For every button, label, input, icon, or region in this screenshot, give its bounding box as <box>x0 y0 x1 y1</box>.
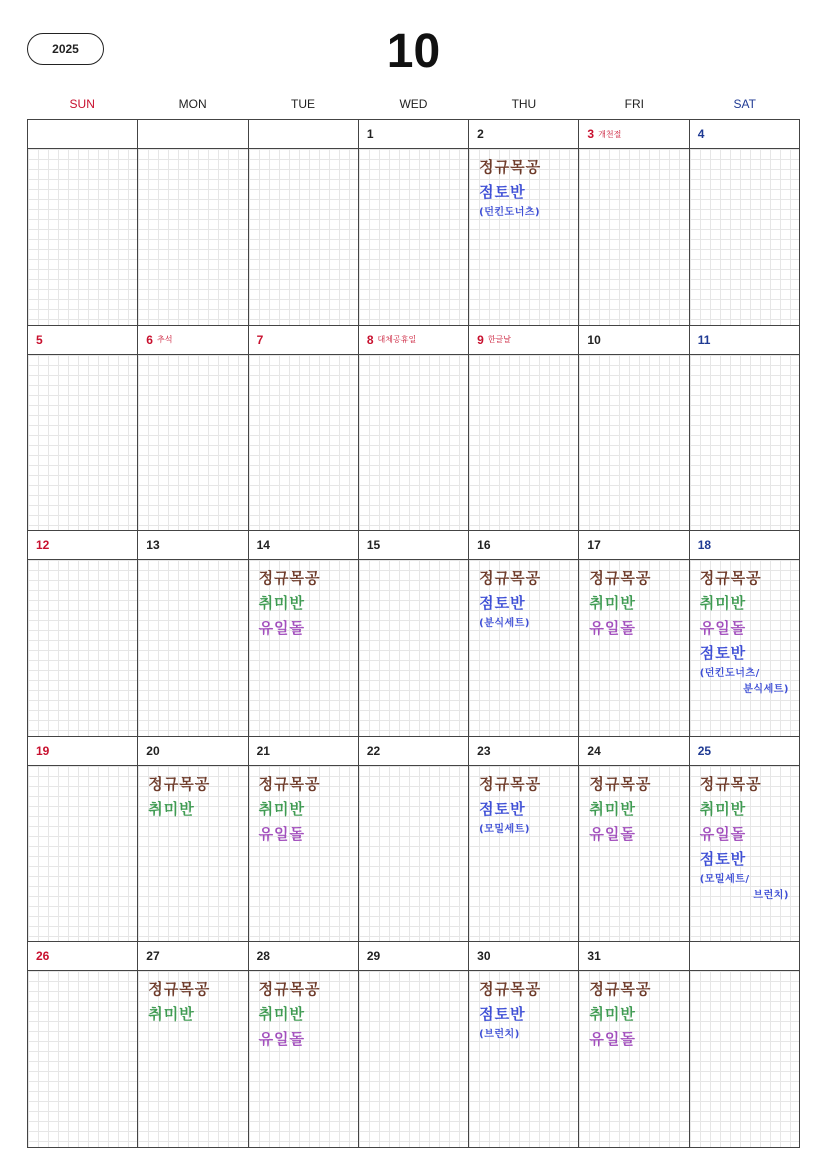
day-notes-area <box>469 149 578 325</box>
event-entry: (모밀세트) <box>479 823 530 835</box>
day-number: 6 <box>146 332 153 347</box>
day-header <box>469 737 578 766</box>
day-notes-area <box>249 766 358 942</box>
day-notes-area <box>579 560 688 736</box>
event-entry: 점토반 <box>479 594 526 613</box>
day-cell-14[interactable] <box>249 531 359 737</box>
day-header <box>469 326 578 355</box>
day-cell-23[interactable] <box>469 737 579 943</box>
day-cell-18[interactable] <box>690 531 800 737</box>
event-entry: 유일돌 <box>589 1030 636 1049</box>
day-header <box>28 120 137 149</box>
holiday-label: 한글날 <box>487 335 512 345</box>
holiday-label: 대체공휴일 <box>377 335 417 345</box>
day-notes-area <box>249 971 358 1147</box>
day-header <box>469 942 578 971</box>
day-notes-area <box>469 766 578 942</box>
day-cell-17[interactable] <box>579 531 689 737</box>
event-entry: (모밀세트/ <box>699 873 750 885</box>
event-entry: 점토반 <box>479 183 526 201</box>
event-entry: 정규목공 <box>479 158 542 176</box>
event-entry: 취미반 <box>258 799 306 818</box>
event-entry: 정규목공 <box>699 569 762 588</box>
event-entry: 취미반 <box>699 594 747 613</box>
day-number: 11 <box>697 332 711 347</box>
day-notes-area <box>690 149 799 325</box>
month-title: 10 <box>386 25 441 78</box>
event-entry: 정규목공 <box>258 569 321 588</box>
day-cell-11[interactable] <box>690 326 800 532</box>
day-cell-19[interactable] <box>28 737 138 943</box>
empty-day-cell[interactable] <box>249 120 359 326</box>
day-cell-31[interactable] <box>579 942 689 1148</box>
day-cell-5[interactable] <box>28 326 138 532</box>
event-entry: (던킨도너츠/ <box>699 668 760 680</box>
day-header <box>690 120 799 149</box>
year-badge: 2025 <box>27 33 104 65</box>
day-cell-9[interactable] <box>469 326 579 532</box>
day-number: 13 <box>146 538 160 553</box>
day-header <box>138 942 247 971</box>
day-cell-13[interactable] <box>138 531 248 737</box>
day-notes-area <box>579 149 688 325</box>
day-header <box>249 942 358 971</box>
day-cell-4[interactable] <box>690 120 800 326</box>
day-header <box>690 531 799 560</box>
day-notes-area <box>28 149 137 325</box>
event-entry: 정규목공 <box>589 980 652 999</box>
day-cell-28[interactable] <box>249 942 359 1148</box>
day-header <box>138 737 247 766</box>
day-number: 9 <box>477 332 484 347</box>
day-cell-24[interactable] <box>579 737 689 943</box>
day-number: 10 <box>587 332 601 347</box>
day-header <box>249 531 358 560</box>
holiday-label: 추석 <box>156 335 173 345</box>
event-entry: 유일돌 <box>699 824 747 843</box>
day-cell-20[interactable] <box>138 737 248 943</box>
day-number: 1 <box>366 127 374 141</box>
weekday-wed: WED <box>399 97 428 111</box>
event-entry: 정규목공 <box>699 774 762 793</box>
day-number: 18 <box>697 538 712 553</box>
day-header <box>579 942 688 971</box>
day-notes-area <box>579 971 688 1147</box>
event-entry: 취미반 <box>699 799 747 818</box>
day-number: 29 <box>366 949 381 964</box>
event-entry: 점토반 <box>479 1005 526 1024</box>
day-cell-29[interactable] <box>359 942 469 1148</box>
holiday-label: 개천절 <box>598 129 622 139</box>
day-number: 14 <box>256 538 270 553</box>
event-entry: 취미반 <box>589 799 636 818</box>
event-entry: (던킨도너츠) <box>479 207 541 218</box>
day-notes-area <box>138 560 247 736</box>
event-entry: 브런치) <box>753 889 789 901</box>
day-header <box>579 531 688 560</box>
day-number: 20 <box>146 743 160 758</box>
day-number: 24 <box>587 743 601 758</box>
day-notes-area <box>690 355 799 531</box>
day-header <box>690 326 799 355</box>
day-header <box>469 120 578 149</box>
day-notes-area <box>690 560 799 736</box>
day-number: 30 <box>477 949 491 964</box>
event-entry: 정규목공 <box>148 774 211 793</box>
empty-day-cell[interactable] <box>28 120 138 326</box>
event-entry: 취미반 <box>148 1005 195 1024</box>
day-notes-area <box>28 355 137 531</box>
event-entry: 정규목공 <box>589 774 652 793</box>
event-entry: (분식세트) <box>479 618 530 630</box>
weekday-sat: SAT <box>733 97 756 111</box>
day-number: 15 <box>366 538 381 553</box>
day-number: 4 <box>697 127 705 141</box>
day-cell-30[interactable] <box>469 942 579 1148</box>
day-cell-25[interactable] <box>690 737 800 943</box>
day-notes-area <box>359 971 468 1147</box>
event-entry: 취미반 <box>148 799 195 818</box>
day-cell-22[interactable] <box>359 737 469 943</box>
weekday-tue: TUE <box>291 97 316 111</box>
day-header <box>359 531 468 560</box>
event-entry: 점토반 <box>699 849 747 868</box>
day-header <box>249 737 358 766</box>
day-notes-area <box>28 560 137 736</box>
event-entry: 점토반 <box>479 799 526 818</box>
day-header <box>359 326 468 355</box>
day-number: 3 <box>587 127 595 141</box>
day-header <box>690 942 799 971</box>
weekday-thu: THU <box>511 97 537 111</box>
event-entry: 유일돌 <box>258 619 306 638</box>
event-entry: 정규목공 <box>589 569 652 588</box>
day-header <box>359 737 468 766</box>
day-header <box>359 120 468 149</box>
event-entry: 취미반 <box>258 1005 306 1024</box>
event-entry: 유일돌 <box>258 824 306 843</box>
empty-day-cell[interactable] <box>690 942 800 1148</box>
day-cell-26[interactable] <box>28 942 138 1148</box>
day-notes-area <box>690 766 799 942</box>
day-header <box>138 120 247 149</box>
day-header <box>138 531 247 560</box>
event-entry: 취미반 <box>589 594 636 613</box>
day-number: 27 <box>146 949 160 964</box>
event-entry: 정규목공 <box>479 569 542 588</box>
event-entry: 유일돌 <box>589 619 636 638</box>
day-cell-10[interactable] <box>579 326 689 532</box>
day-header <box>579 120 688 149</box>
day-cell-3[interactable] <box>579 120 689 326</box>
weekday-fri: FRI <box>624 97 644 111</box>
day-number: 23 <box>477 743 491 758</box>
event-entry: 점토반 <box>699 644 747 663</box>
day-number: 26 <box>36 949 50 964</box>
day-notes-area <box>249 149 358 325</box>
day-notes-area <box>138 766 247 942</box>
event-entry: 취미반 <box>589 1005 636 1024</box>
event-entry: 정규목공 <box>479 774 542 793</box>
day-number: 5 <box>36 332 43 347</box>
day-header <box>249 326 358 355</box>
day-header <box>249 120 358 149</box>
day-cell-27[interactable] <box>138 942 248 1148</box>
calendar-grid <box>27 119 800 1148</box>
event-entry: 분식세트) <box>743 684 789 696</box>
day-notes-area <box>579 766 688 942</box>
day-notes-area <box>28 971 137 1147</box>
day-number: 22 <box>366 743 381 758</box>
day-cell-7[interactable] <box>249 326 359 532</box>
event-entry: 정규목공 <box>258 774 321 793</box>
day-number: 31 <box>587 949 601 964</box>
day-cell-16[interactable] <box>469 531 579 737</box>
day-cell-1[interactable] <box>359 120 469 326</box>
day-number: 7 <box>256 332 264 347</box>
day-header <box>28 531 137 560</box>
day-header <box>28 942 137 971</box>
day-cell-12[interactable] <box>28 531 138 737</box>
day-notes-area <box>469 971 578 1147</box>
day-header <box>579 326 688 355</box>
day-notes-area <box>359 766 468 942</box>
day-header <box>359 942 468 971</box>
day-notes-area <box>359 560 468 736</box>
day-cell-8[interactable] <box>359 326 469 532</box>
day-notes-area <box>469 560 578 736</box>
day-notes-area <box>138 149 247 325</box>
day-header <box>469 531 578 560</box>
day-cell-6[interactable] <box>138 326 248 532</box>
weekday-mon: MON <box>178 97 207 111</box>
day-cell-21[interactable] <box>249 737 359 943</box>
day-header <box>690 737 799 766</box>
day-cell-15[interactable] <box>359 531 469 737</box>
day-cell-2[interactable] <box>469 120 579 326</box>
event-entry: 정규목공 <box>479 980 542 999</box>
day-notes-area <box>28 766 137 942</box>
event-entry: 취미반 <box>258 594 306 613</box>
day-header <box>28 737 137 766</box>
event-entry: 정규목공 <box>148 980 211 999</box>
event-entry: 유일돌 <box>589 824 636 843</box>
day-number: 25 <box>697 743 712 758</box>
day-number: 2 <box>477 127 484 141</box>
day-number: 28 <box>256 949 270 964</box>
day-number: 21 <box>256 743 270 758</box>
day-number: 12 <box>36 538 50 553</box>
day-number: 16 <box>477 538 491 553</box>
day-header <box>28 326 137 355</box>
weekday-sun: SUN <box>69 97 95 111</box>
day-notes-area <box>690 971 799 1147</box>
day-notes-area <box>359 355 468 531</box>
day-notes-area <box>469 355 578 531</box>
day-notes-area <box>138 355 247 531</box>
day-notes-area <box>249 355 358 531</box>
day-header <box>138 326 247 355</box>
day-number: 17 <box>587 538 601 553</box>
weekday-header <box>27 95 800 115</box>
day-notes-area <box>579 355 688 531</box>
day-number: 8 <box>366 332 374 347</box>
day-notes-area <box>138 971 247 1147</box>
event-entry: (브런치) <box>479 1029 520 1041</box>
event-entry: 유일돌 <box>699 619 747 638</box>
event-entry: 정규목공 <box>258 980 321 999</box>
day-header <box>579 737 688 766</box>
day-notes-area <box>359 149 468 325</box>
empty-day-cell[interactable] <box>138 120 248 326</box>
event-entry: 유일돌 <box>258 1030 306 1049</box>
day-number: 19 <box>36 743 50 758</box>
day-notes-area <box>249 560 358 736</box>
